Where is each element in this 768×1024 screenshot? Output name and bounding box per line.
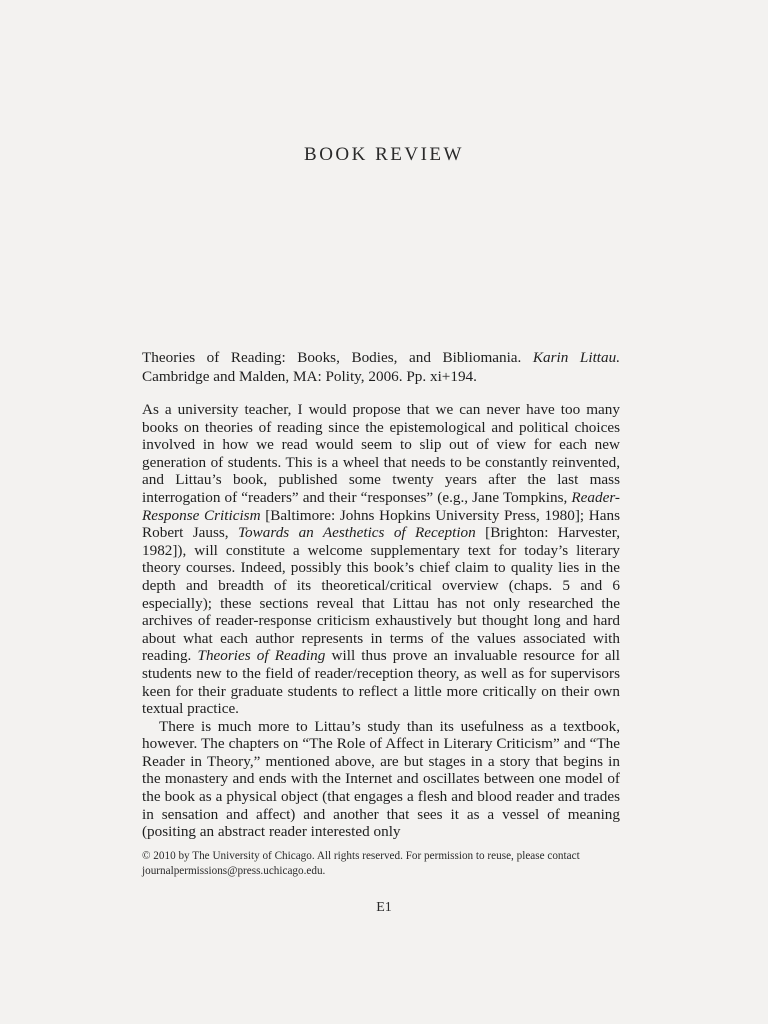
page-title: BOOK REVIEW: [304, 144, 464, 165]
paragraph-1-text-a: As a university teacher, I would propose that we can never have too many books on theories of reading since the epistemological and political choices involved in how we read would seem to slip out of view for each new generation of students. This is a wheel that needs to be constantly reinvented, and Littau’s book, published some twenty years after the last mass interrogation of “readers” and their “responses” (e.g., Jane Tompkins,: [142, 401, 620, 506]
paragraph-1-text-b: [Baltimore: Johns Hopkins University Press, 1980]; Hans Robert Jauss,: [142, 506, 621, 542]
paragraph-1-text-d: will thus prove an invaluable resource for all students new to the field of reader/reception theory, as well as for supervisors keen for their graduate students to reflect a little more critically on their own textual practice.: [142, 647, 620, 718]
paragraph-1-text-c: [Brighton: Harvester, 1982]), will constitute a welcome supplementary text for today’s literary theory courses. Indeed, possibly this book’s chief claim to quality lies in the depth and breadth of its theoretical/critical overview (chaps. 5 and 6 especially); these sections reveal that Littau has not only researched the archives of reader-response criticism exhaustively but thought long and hard about what each author represents in terms of the values associated with reading.: [142, 524, 621, 665]
cited-title-theories: Theories of Reading: [197, 647, 326, 665]
copyright-footnote: © 2010 by The University of Chicago. All rights reserved. For permission to reuse, please contact journalpermissions@press.uchicago.edu.: [142, 850, 580, 877]
page-number: E1: [376, 900, 392, 915]
paragraph-2: There is much more to Littau’s study than its usefulness as a textbook, however. The chapters on “The Role of Affect in Literary Criticism” and “The Reader in Theory,” mentioned above, are but stages in a story that begins in the monastery and ends with the Internet and oscillates between one model of the book as a physical object (that engages a flesh and blood reader and trades in sensation and affect) and another that sees it as a vessel of meaning (positing an abstract reader interested only: [142, 717, 620, 841]
citation-author: Karin Littau.: [532, 349, 621, 366]
review-body: [142, 401, 620, 841]
cited-title-reader-response: Reader-Response Criticism: [142, 488, 620, 524]
citation-book-title: Theories of Reading: Books, Bodies, and Bibliomania.: [142, 349, 522, 366]
cited-title-aesthetics: Towards an Aesthetics of Reception: [237, 524, 476, 542]
citation-publication: Cambridge and Malden, MA: Polity, 2006. Pp. xi+194.: [142, 368, 477, 385]
paragraph-1: [142, 401, 620, 718]
book-citation: [142, 348, 620, 386]
